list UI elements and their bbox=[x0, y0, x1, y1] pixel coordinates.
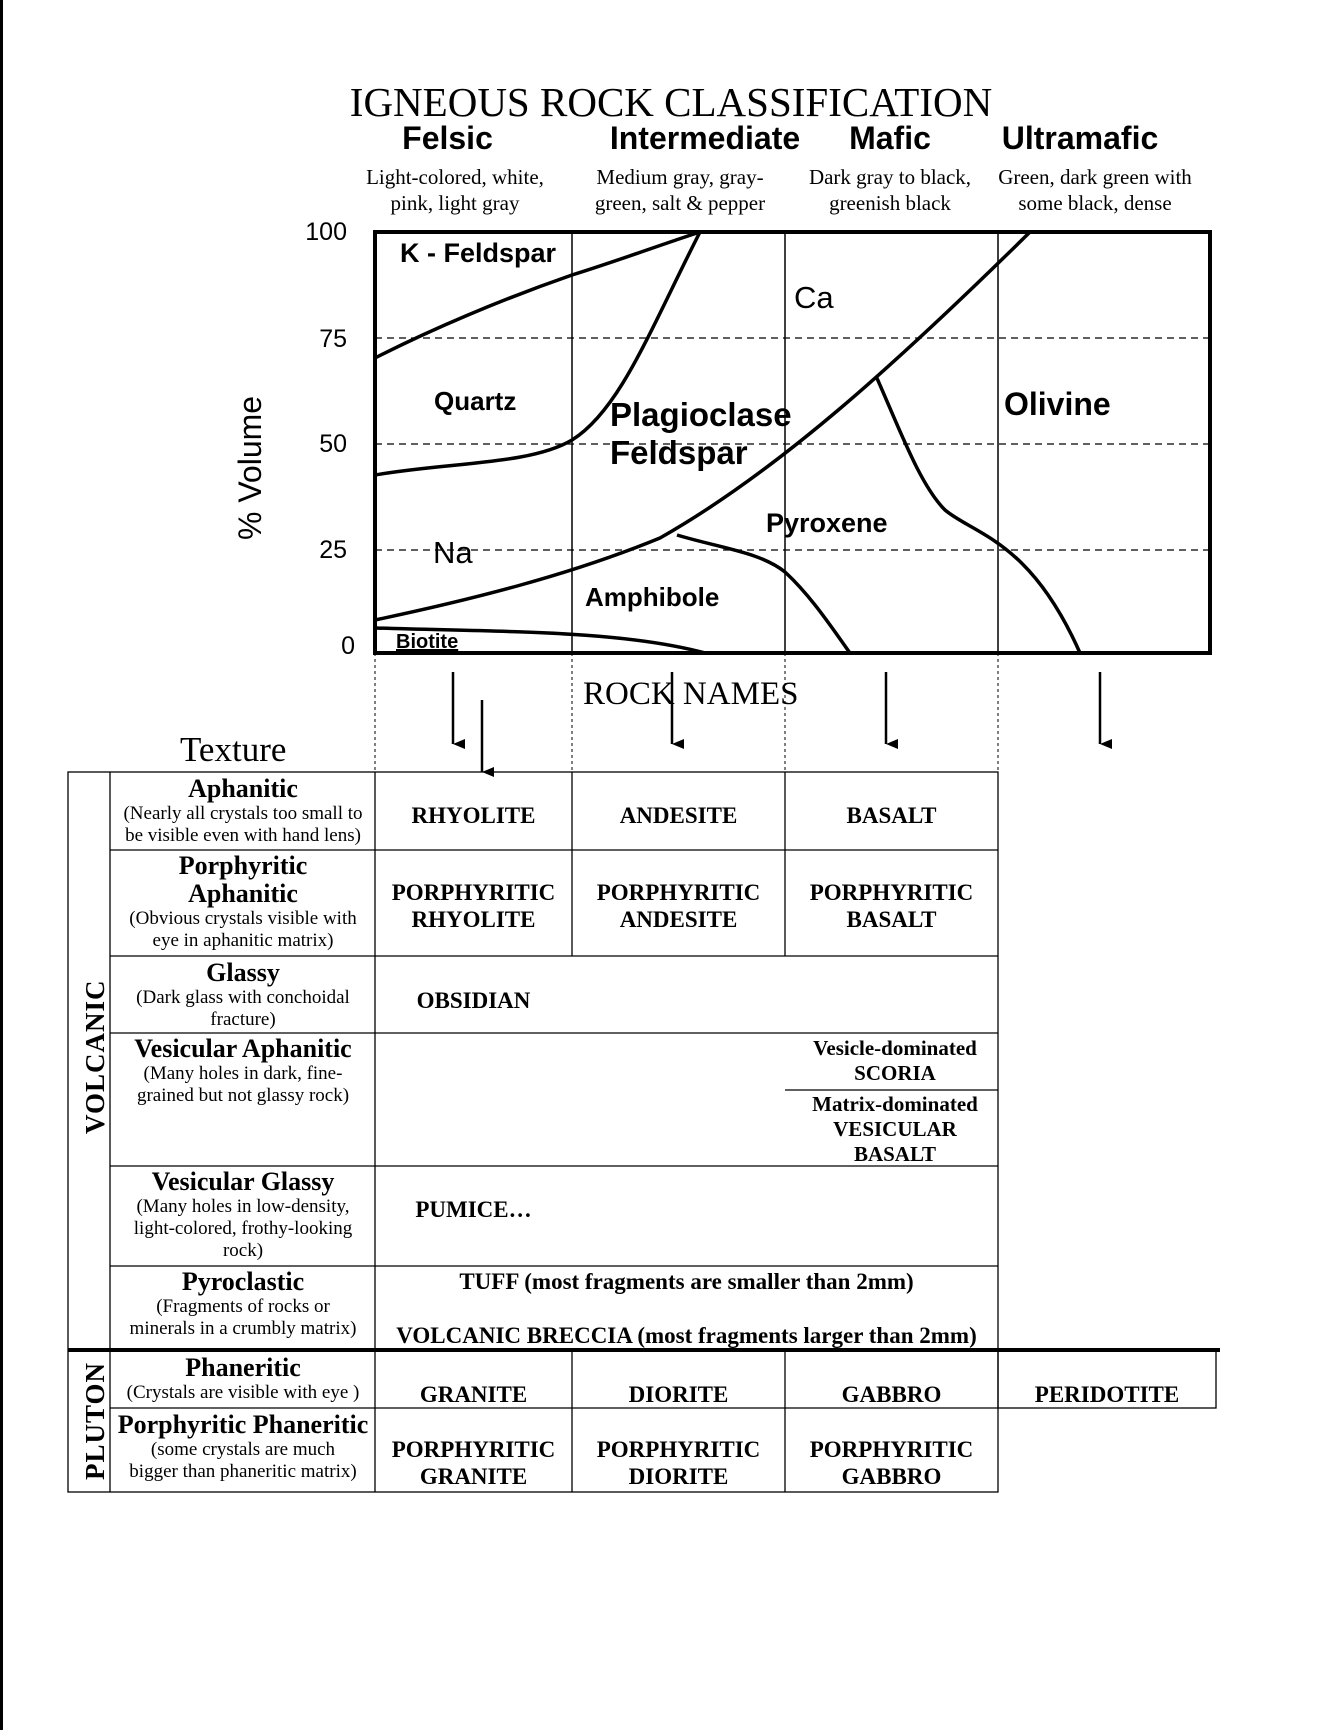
rock-volcanic-breccia: VOLCANIC BRECCIA (most fragments larger than 2mm) bbox=[396, 1323, 977, 1348]
intermediate-description: Medium gray, gray- green, salt & pepper bbox=[594, 165, 766, 215]
rock-andesite: ANDESITE bbox=[619, 803, 738, 828]
label-amphibole: Amphibole bbox=[585, 582, 720, 612]
y-tick-50: 50 bbox=[319, 430, 347, 458]
texture-phaneritic: Phaneritic (Crystals are visible with eye ) bbox=[126, 1353, 360, 1403]
label-biotite: Biotite bbox=[396, 631, 459, 653]
texture-glassy: Glassy (Dark glass with conchoidal fracture) bbox=[136, 958, 350, 1030]
rock-pumice: PUMICE… bbox=[415, 1197, 532, 1222]
rock-diorite: DIORITE bbox=[628, 1382, 729, 1407]
rock-vesicular-basalt: Matrix-dominated VESICULAR BASALT bbox=[812, 1092, 978, 1166]
rock-porphyritic-granite: PORPHYRITIC GRANITE bbox=[391, 1437, 556, 1489]
rock-porphyritic-gabbro: PORPHYRITIC GABBRO bbox=[809, 1437, 974, 1489]
rock-tuff: TUFF (most fragments are smaller than 2mm) bbox=[459, 1269, 914, 1294]
label-quartz: Quartz bbox=[434, 386, 517, 416]
class-intermediate: Intermediate bbox=[609, 120, 801, 156]
texture-vesicular-aphanitic: Vesicular Aphanitic (Many holes in dark, fine- grained but not glassy rock) bbox=[134, 1034, 352, 1106]
rock-porphyritic-andesite: PORPHYRITIC ANDESITE bbox=[596, 880, 761, 932]
class-mafic: Mafic bbox=[849, 120, 931, 156]
y-axis-label: % Volume bbox=[232, 395, 268, 540]
texture-aphanitic: Aphanitic (Nearly all crystals too small to be visible even with hand lens) bbox=[123, 774, 363, 846]
ultramafic-description: Green, dark green with some black, dense bbox=[998, 165, 1192, 215]
rock-rhyolite: RHYOLITE bbox=[411, 803, 536, 828]
label-pyroxene: Pyroxene bbox=[766, 508, 888, 538]
label-k-feldspar: K - Feldspar bbox=[400, 238, 557, 268]
rock-scoria: Vesicle-dominated SCORIA bbox=[813, 1036, 977, 1085]
rock-gabbro: GABBRO bbox=[841, 1382, 942, 1407]
y-tick-0: 0 bbox=[341, 632, 355, 660]
page-title: IGNEOUS ROCK CLASSIFICATION bbox=[349, 79, 993, 125]
label-olivine: Olivine bbox=[1004, 386, 1111, 422]
texture-vesicular-glassy: Vesicular Glassy (Many holes in low-density, light-colored, frothy-looking rock) bbox=[133, 1167, 353, 1261]
y-tick-75: 75 bbox=[319, 325, 347, 353]
rock-porphyritic-basalt: PORPHYRITIC BASALT bbox=[809, 880, 974, 932]
rock-names-header: ROCK NAMES bbox=[583, 676, 799, 712]
texture-porphyritic-phaneritic: Porphyritic Phaneritic (some crystals are much bigger than phaneritic matrix) bbox=[117, 1410, 369, 1482]
mafic-description: Dark gray to black, greenish black bbox=[808, 165, 972, 215]
texture-pyroclastic: Pyroclastic (Fragments of rocks or minerals in a crumbly matrix) bbox=[129, 1267, 357, 1339]
section-label-pluton: PLUTON bbox=[80, 1361, 110, 1480]
rock-obsidian: OBSIDIAN bbox=[416, 988, 531, 1013]
section-label-volcanic: VOLCANIC bbox=[80, 979, 110, 1134]
label-na: Na bbox=[433, 535, 473, 570]
class-ultramafic: Ultramafic bbox=[1001, 120, 1159, 156]
label-ca: Ca bbox=[794, 280, 834, 315]
rock-porphyritic-rhyolite: PORPHYRITIC RHYOLITE bbox=[391, 880, 556, 932]
class-felsic: Felsic bbox=[402, 120, 493, 156]
rock-peridotite: PERIDOTITE bbox=[1034, 1382, 1180, 1407]
y-tick-25: 25 bbox=[319, 536, 347, 564]
texture-porphyritic-aphanitic: Porphyritic Aphanitic (Obvious crystals visible with eye in aphanitic matrix) bbox=[129, 851, 357, 951]
rock-basalt: BASALT bbox=[846, 803, 937, 828]
felsic-description: Light-colored, white, pink, light gray bbox=[366, 165, 544, 215]
label-plagioclase-feldspar: Plagioclase Feldspar bbox=[610, 396, 792, 471]
rock-porphyritic-diorite: PORPHYRITIC DIORITE bbox=[596, 1437, 761, 1489]
y-tick-100: 100 bbox=[305, 218, 347, 246]
texture-header: Texture bbox=[180, 730, 287, 769]
rock-granite: GRANITE bbox=[419, 1382, 528, 1407]
